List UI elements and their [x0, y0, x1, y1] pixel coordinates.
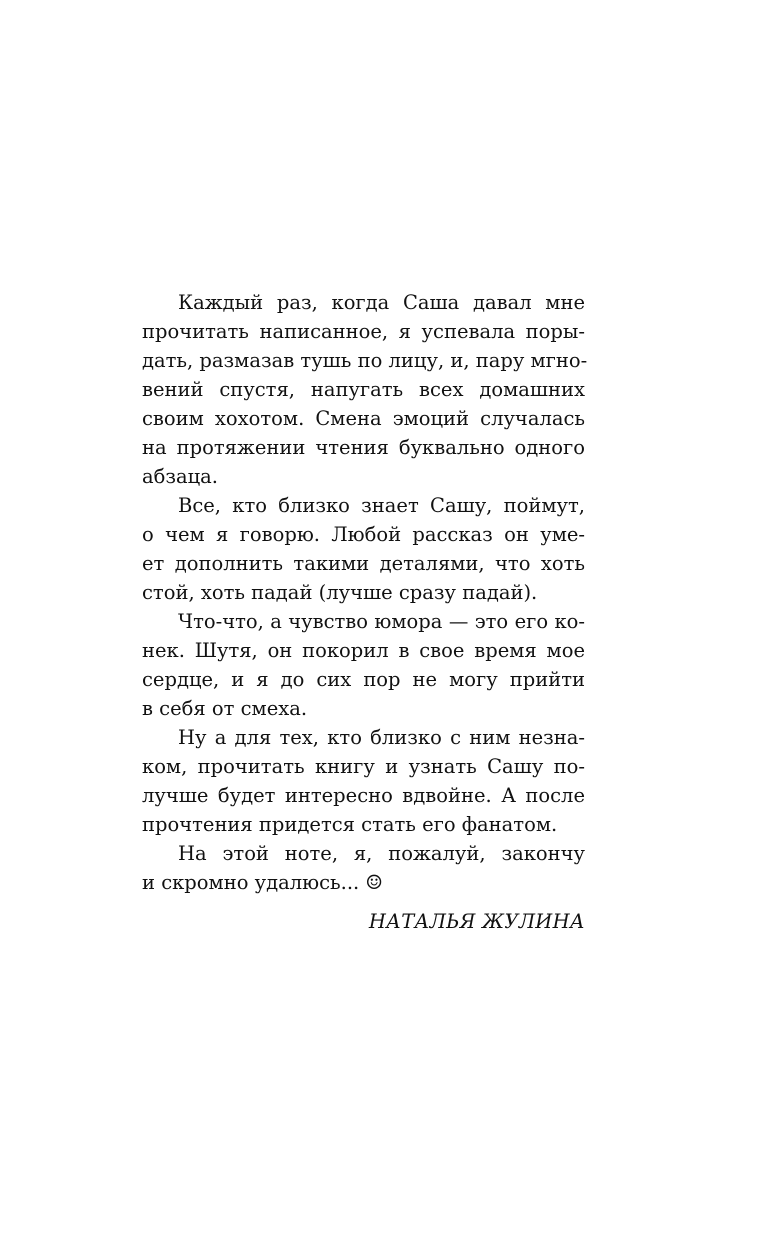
text-line: на протяжении чтения буквально одного [142, 436, 585, 459]
text-line: абзаца. [142, 465, 218, 488]
paragraph-2 [142, 491, 585, 607]
paragraph-3 [142, 607, 585, 723]
text-line: своим хохотом. Смена эмоций случалась [142, 407, 585, 430]
author-signature: НАТАЛЬЯ ЖУЛИНА [368, 910, 585, 933]
text-line: в себя от смеха. [142, 697, 308, 720]
text-line: Что-что, а чувство юмора — это его ко- [178, 610, 585, 633]
text-line: и скромно удалюсь... ☺ [142, 871, 383, 894]
text-line: сердце, и я до сих пор не могу прийти [142, 668, 585, 691]
text-line: Все, кто близко знает Сашу, поймут, [178, 494, 585, 517]
text-line: прочитать написанное, я успевала поры- [142, 320, 585, 343]
text-line: о чем я говорю. Любой рассказ он уме- [142, 523, 585, 546]
text-line: ком, прочитать книгу и узнать Сашу по- [142, 755, 585, 778]
text-line: вений спустя, напугать всех домашних [142, 378, 585, 401]
text-line: Каждый раз, когда Саша давал мне [178, 291, 585, 314]
text-line: Ну а для тех, кто близко с ним незна- [178, 726, 585, 749]
text-line: лучше будет интересно вдвойне. А после [142, 784, 585, 807]
text-line: нек. Шутя, он покорил в свое время мое [142, 639, 585, 662]
paragraph-1 [142, 288, 588, 491]
text-line: ет дополнить такими деталями, что хоть [142, 552, 585, 575]
paragraph-5 [142, 839, 585, 897]
text-line: дать, размазав тушь по лицу, и, пару мгно- [142, 349, 588, 372]
text-line: прочтения придется стать его фанатом. [142, 813, 558, 836]
text-line: На этой ноте, я, пожалуй, закончу [178, 842, 585, 865]
text-line: стой, хоть падай (лучше сразу падай). [142, 581, 538, 604]
paragraph-4 [142, 723, 585, 839]
body-text [142, 288, 588, 897]
